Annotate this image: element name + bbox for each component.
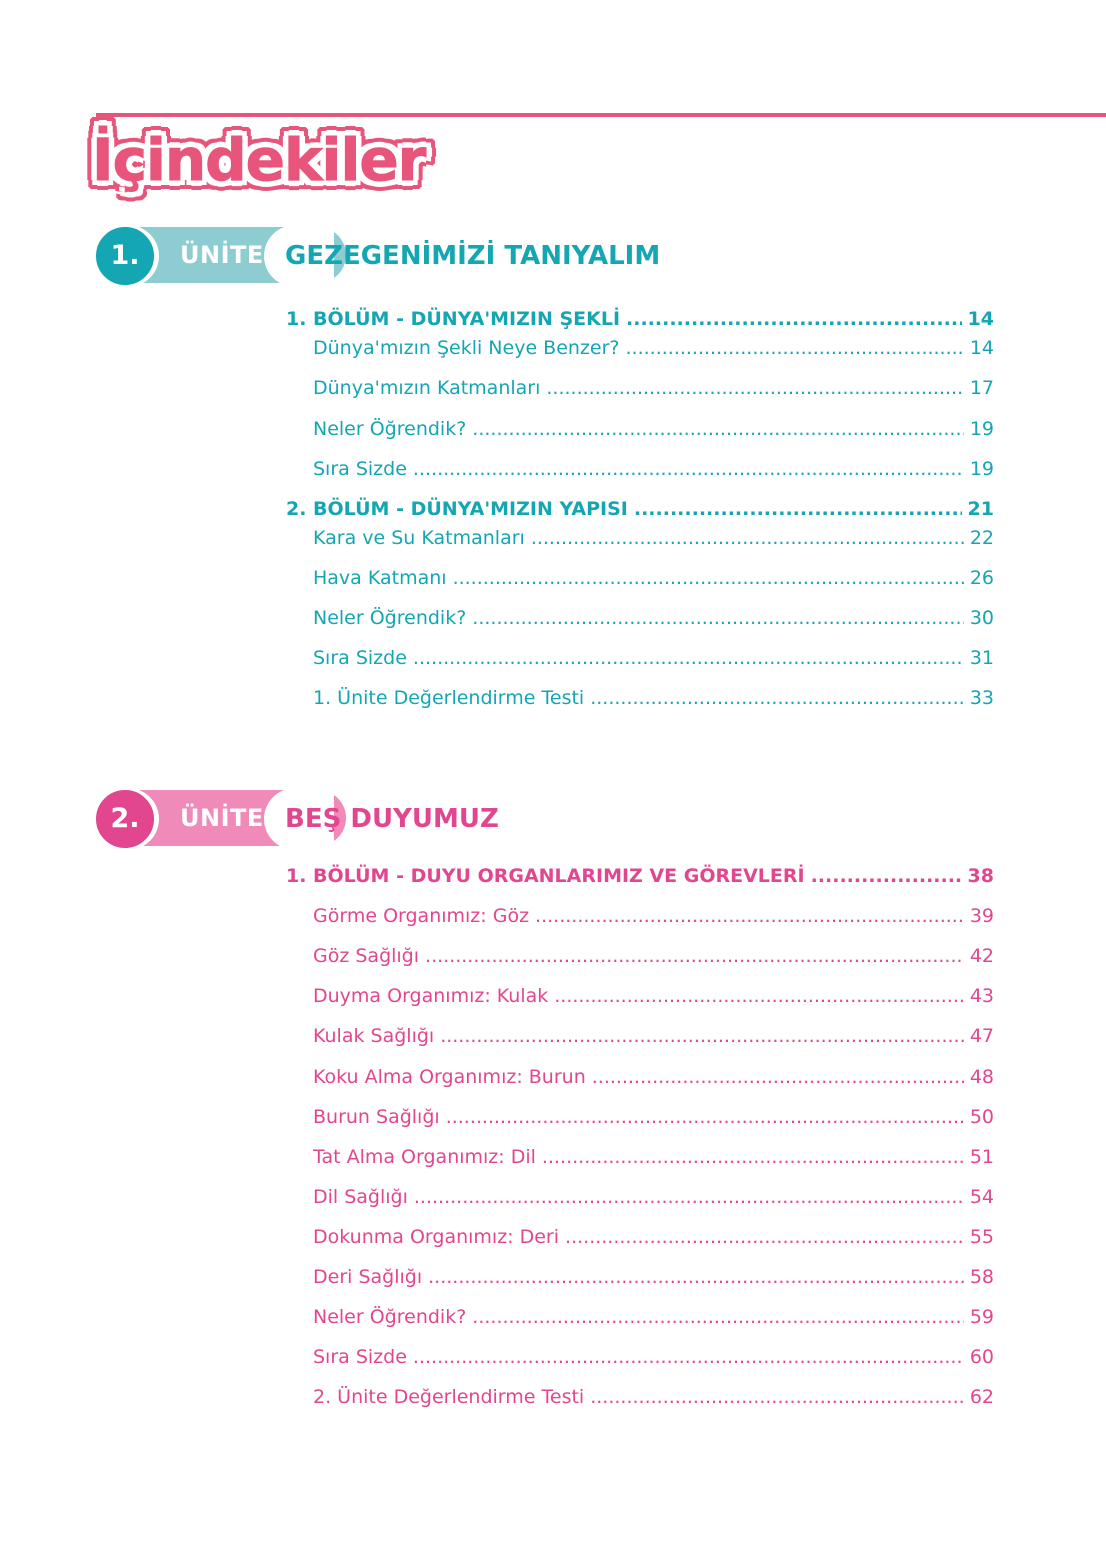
toc-leader-dots <box>542 1146 964 1168</box>
toc-entry-text: Göz Sağlığı <box>313 945 420 967</box>
toc-entry-text: Dokunma Organımız: Deri <box>313 1226 560 1248</box>
toc-entry[interactable] <box>313 1226 994 1248</box>
toc-entry-text: 1. BÖLÜM - DUYU ORGANLARIMIZ VE GÖREVLERİ <box>286 865 805 887</box>
toc-entry-page: 43 <box>969 985 994 1007</box>
toc-entry-page: 14 <box>967 308 994 330</box>
toc-leader-dots <box>472 607 964 629</box>
unit-1-header <box>94 225 794 287</box>
toc-entry-page: 59 <box>969 1306 994 1328</box>
toc-entry-text: Deri Sağlığı <box>313 1266 423 1288</box>
toc-entry-page: 58 <box>969 1266 994 1288</box>
toc-entry-page: 47 <box>969 1025 994 1047</box>
toc-entry-page: 17 <box>969 377 994 399</box>
toc-leader-dots <box>446 1106 964 1128</box>
toc-entry-page: 51 <box>969 1146 994 1168</box>
toc-entry-page: 48 <box>969 1066 994 1088</box>
page-title: İçindekiler <box>92 126 426 194</box>
toc-leader-dots <box>472 1306 964 1328</box>
toc-entry[interactable] <box>313 905 994 927</box>
toc-entry[interactable] <box>313 687 994 709</box>
toc-leader-dots <box>626 337 964 359</box>
toc-entry[interactable] <box>313 1066 994 1088</box>
top-accent-rule <box>96 113 1106 117</box>
toc-entry[interactable] <box>313 458 994 480</box>
toc-leader-dots <box>472 418 964 440</box>
unit-1-title: GEZEGENİMİZİ TANIYALIM <box>285 241 661 271</box>
unit-2-header <box>94 788 794 850</box>
toc-entry-text: Duyma Organımız: Kulak <box>313 985 549 1007</box>
unit-1-number: 1. <box>94 225 156 287</box>
toc-entry[interactable] <box>313 985 994 1007</box>
toc-entry-text: Neler Öğrendik? <box>313 607 467 629</box>
toc-entry-section[interactable] <box>286 865 994 887</box>
toc-entry-text: Neler Öğrendik? <box>313 1306 467 1328</box>
toc-entry-text: Dünya'mızın Şekli Neye Benzer? <box>313 337 620 359</box>
toc-leader-dots <box>590 687 964 709</box>
toc-entry[interactable] <box>313 607 994 629</box>
toc-entry[interactable] <box>313 1266 994 1288</box>
toc-leader-dots <box>590 1386 964 1408</box>
toc-entry-page: 42 <box>969 945 994 967</box>
toc-leader-dots <box>565 1226 964 1248</box>
toc-leader-dots <box>453 567 964 589</box>
toc-leader-dots <box>413 458 964 480</box>
toc-leader-dots <box>554 985 964 1007</box>
toc-entry-text: Tat Alma Organımız: Dil <box>313 1146 536 1168</box>
toc-entry-text: Sıra Sizde <box>313 458 407 480</box>
toc-entry-page: 33 <box>969 687 994 709</box>
toc-leader-dots <box>592 1066 964 1088</box>
toc-entry[interactable] <box>313 945 994 967</box>
toc-entry[interactable] <box>313 527 994 549</box>
toc-entry-text: Sıra Sizde <box>313 1346 407 1368</box>
toc-entry-page: 39 <box>969 905 994 927</box>
toc-entry-page: 55 <box>969 1226 994 1248</box>
toc-entry-text: Dünya'mızın Katmanları <box>313 377 541 399</box>
toc-entry[interactable] <box>313 647 994 669</box>
unit-1-tab-label: ÜNİTE <box>180 241 264 269</box>
toc-leader-dots <box>535 905 964 927</box>
toc-entry[interactable] <box>313 1386 994 1408</box>
toc-leader-dots <box>440 1025 964 1047</box>
toc-entry-text: Sıra Sizde <box>313 647 407 669</box>
toc-entry-page: 31 <box>969 647 994 669</box>
toc-entry-text: 1. BÖLÜM - DÜNYA'MIZIN ŞEKLİ <box>286 308 621 330</box>
toc-entry-page: 62 <box>969 1386 994 1408</box>
toc-entry[interactable] <box>313 1106 994 1128</box>
toc-entry[interactable] <box>313 1306 994 1328</box>
toc-entry-text: Dil Sağlığı <box>313 1186 408 1208</box>
toc-entry-text: Neler Öğrendik? <box>313 418 467 440</box>
toc-entry-text: Burun Sağlığı <box>313 1106 440 1128</box>
toc-entry-text: Koku Alma Organımız: Burun <box>313 1066 586 1088</box>
toc-leader-dots <box>634 498 962 520</box>
toc-leader-dots <box>531 527 964 549</box>
unit-2-title: BEŞ DUYUMUZ <box>285 804 499 834</box>
toc-entry[interactable] <box>313 1346 994 1368</box>
toc-entry-text: Kulak Sağlığı <box>313 1025 435 1047</box>
toc-entry-text: 1. Ünite Değerlendirme Testi <box>313 687 585 709</box>
toc-entry[interactable] <box>313 418 994 440</box>
toc-entry-page: 19 <box>969 418 994 440</box>
unit-2-number: 2. <box>94 788 156 850</box>
toc-entry-text: Görme Organımız: Göz <box>313 905 530 927</box>
toc-leader-dots <box>425 945 964 967</box>
toc-entry-page: 22 <box>969 527 994 549</box>
toc-leader-dots <box>428 1266 964 1288</box>
toc-leader-dots <box>413 647 964 669</box>
toc-entry-page: 38 <box>967 865 994 887</box>
toc-leader-dots <box>546 377 963 399</box>
toc-leader-dots <box>413 1346 964 1368</box>
toc-entry-page: 50 <box>969 1106 994 1128</box>
toc-entry-text: Hava Katmanı <box>313 567 447 589</box>
toc-entry-page: 60 <box>969 1346 994 1368</box>
toc-entry[interactable] <box>313 337 994 359</box>
toc-leader-dots <box>811 865 962 887</box>
toc-entry-page: 54 <box>969 1186 994 1208</box>
toc-entry-section[interactable] <box>286 498 994 520</box>
toc-entry-text: Kara ve Su Katmanları <box>313 527 525 549</box>
toc-entry-section[interactable] <box>286 308 994 330</box>
unit-2-tab-label: ÜNİTE <box>180 804 264 832</box>
toc-entry-page: 30 <box>969 607 994 629</box>
toc-entry-page: 21 <box>967 498 994 520</box>
toc-entry[interactable] <box>313 567 994 589</box>
toc-entry-text: 2. Ünite Değerlendirme Testi <box>313 1386 585 1408</box>
toc-leader-dots <box>626 308 962 330</box>
toc-entry[interactable] <box>313 1186 994 1208</box>
toc-entry-page: 26 <box>969 567 994 589</box>
toc-entry-page: 19 <box>969 458 994 480</box>
toc-entry-text: 2. BÖLÜM - DÜNYA'MIZIN YAPISI <box>286 498 628 520</box>
toc-leader-dots <box>414 1186 964 1208</box>
toc-entry[interactable] <box>313 377 994 399</box>
toc-entry-page: 14 <box>969 337 994 359</box>
toc-entry[interactable] <box>313 1146 994 1168</box>
toc-entry[interactable] <box>313 1025 994 1047</box>
